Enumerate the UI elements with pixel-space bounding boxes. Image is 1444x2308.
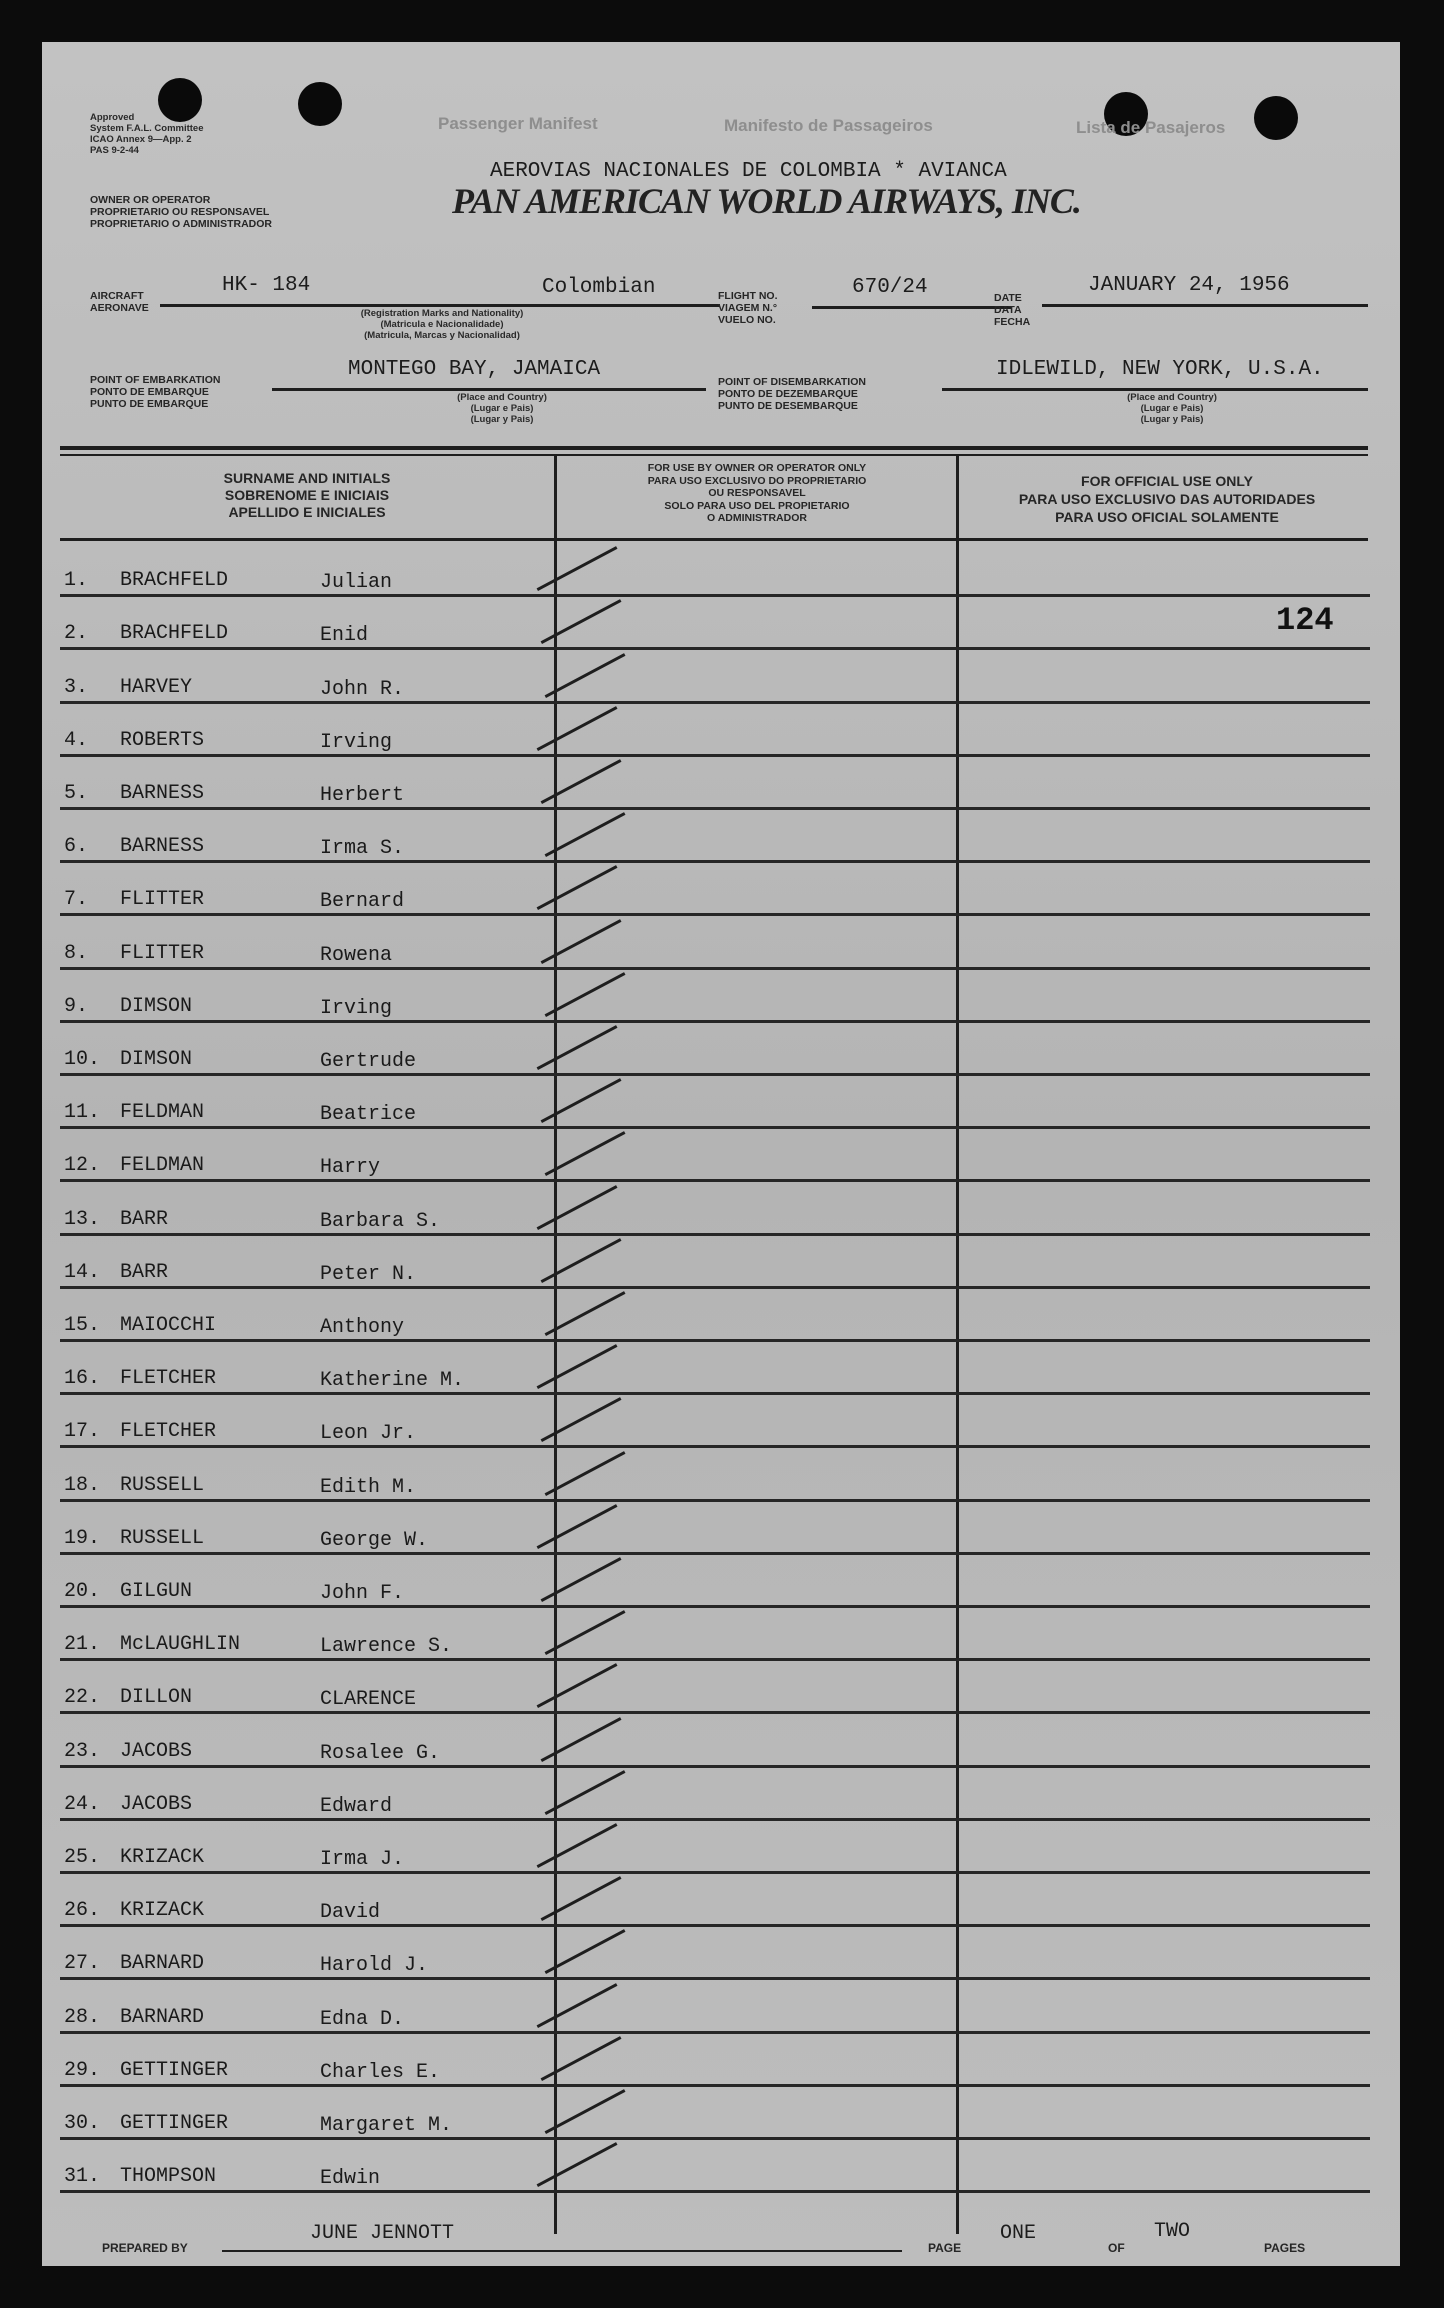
check-mark-icon xyxy=(545,1610,626,1655)
check-mark-icon xyxy=(537,2142,618,2187)
registration-sublabel-line: (Matricula e Nacionalidade) xyxy=(380,319,504,330)
passenger-surname: GETTINGER xyxy=(120,2058,229,2082)
check-mark-icon xyxy=(545,1770,626,1815)
passenger-given-name: Edward xyxy=(320,1794,393,1818)
passenger-given-name: David xyxy=(320,1901,381,1925)
column-header-line: SOLO PARA USO DEL PROPIETARIO xyxy=(664,499,850,512)
aircraft-label-line: AERONAVE xyxy=(90,302,149,314)
column-header-line: SURNAME AND INITIALS xyxy=(223,470,391,486)
official-mark: 124 xyxy=(1276,602,1334,639)
table-row xyxy=(42,2087,1400,2140)
passenger-number: 2. xyxy=(64,622,89,646)
passenger-list xyxy=(42,544,1400,2244)
check-mark-icon xyxy=(537,1504,618,1549)
passenger-number: 9. xyxy=(64,994,89,1018)
check-mark-icon xyxy=(541,1078,622,1123)
passenger-surname: BRACHFELD xyxy=(120,569,229,593)
row-rule xyxy=(60,2190,1370,2193)
passenger-surname: FELDMAN xyxy=(120,1101,205,1125)
prepared-by-label: PREPARED BY xyxy=(102,2241,188,2255)
passenger-number: 22. xyxy=(64,1686,101,1710)
place-sublabel-line: (Place and Country) xyxy=(1127,392,1217,403)
passenger-number: 26. xyxy=(64,1899,101,1923)
owner-label-line: PROPRIETARIO O ADMINISTRADOR xyxy=(90,218,273,230)
punch-hole xyxy=(1254,96,1298,140)
check-mark-icon xyxy=(537,546,618,591)
passenger-given-name: John R. xyxy=(320,677,405,701)
passenger-given-name: CLARENCE xyxy=(320,1688,417,1712)
table-row xyxy=(42,704,1400,757)
check-mark-icon xyxy=(541,759,622,804)
passenger-surname: JACOBS xyxy=(120,1739,193,1763)
check-mark-icon xyxy=(537,1823,618,1868)
passenger-surname: DIMSON xyxy=(120,994,193,1018)
title-es: Lista de Pasajeros xyxy=(1076,118,1226,137)
column-header-line: PARA USO EXCLUSIVO DO PROPRIETARIO xyxy=(647,474,867,487)
passenger-given-name: Rosalee G. xyxy=(320,1741,441,1765)
passenger-given-name: Irma J. xyxy=(320,1847,405,1871)
check-mark-icon xyxy=(545,972,626,1017)
check-mark-icon xyxy=(541,1876,622,1921)
table-top-rule-2 xyxy=(60,454,1368,456)
table-row xyxy=(42,1236,1400,1289)
registration-sublabel-line: (Matricula, Marcas y Nacionalidad) xyxy=(364,330,520,341)
passenger-number: 10. xyxy=(64,1047,101,1071)
passenger-number: 3. xyxy=(64,675,89,699)
passenger-given-name: Anthony xyxy=(320,1315,405,1339)
table-row xyxy=(42,1555,1400,1608)
registration-sublabel-line: (Registration Marks and Nationality) xyxy=(360,308,524,319)
table-row xyxy=(42,970,1400,1023)
check-mark-icon xyxy=(541,599,622,644)
table-row xyxy=(42,863,1400,916)
passenger-given-name: Julian xyxy=(320,571,393,595)
passenger-surname: KRIZACK xyxy=(120,1899,205,1923)
table-row xyxy=(42,544,1400,597)
check-mark-icon xyxy=(541,919,622,964)
table-row xyxy=(42,1023,1400,1076)
aircraft-label xyxy=(90,290,149,314)
passenger-given-name: John F. xyxy=(320,1581,405,1605)
passenger-number: 25. xyxy=(64,1845,101,1869)
punch-hole xyxy=(298,82,342,126)
check-mark-icon xyxy=(545,653,626,698)
passenger-given-name: Edwin xyxy=(320,2167,381,2191)
date-label-line: FECHA xyxy=(994,316,1031,328)
passenger-number: 28. xyxy=(64,2005,101,2029)
passenger-surname: FLITTER xyxy=(120,941,205,965)
table-row xyxy=(42,1342,1400,1395)
date-label xyxy=(994,292,1030,328)
passenger-given-name: Edith M. xyxy=(320,1475,417,1499)
check-mark-icon xyxy=(541,2036,622,2081)
passenger-surname: BARNESS xyxy=(120,781,205,805)
check-mark-icon xyxy=(537,1344,618,1389)
check-mark-icon xyxy=(545,1451,626,1496)
check-mark-icon xyxy=(545,1929,626,1974)
embark-place-sublabel xyxy=(402,392,602,425)
passenger-number: 27. xyxy=(64,1952,101,1976)
owner-label-line: OWNER OR OPERATOR xyxy=(90,194,211,206)
aircraft-registration: HK- 184 xyxy=(222,274,311,297)
table-row xyxy=(42,1502,1400,1555)
column-header-surname xyxy=(122,470,492,521)
date-rule xyxy=(1042,304,1368,307)
column-header-line: PARA USO EXCLUSIVO DAS AUTORIDADES xyxy=(1018,491,1316,507)
header-bottom-rule xyxy=(60,538,1368,541)
passenger-number: 30. xyxy=(64,2111,101,2135)
check-mark-icon xyxy=(541,1238,622,1283)
table-row xyxy=(42,1129,1400,1182)
column-header-line: PARA USO OFICIAL SOLAMENTE xyxy=(1055,509,1279,525)
passenger-given-name: Irving xyxy=(320,730,393,754)
passenger-surname: FLETCHER xyxy=(120,1420,217,1444)
table-row xyxy=(42,1661,1400,1714)
column-header-line: FOR OFFICIAL USE ONLY xyxy=(1081,473,1253,489)
embark-label-line: PONTO DE EMBARQUE xyxy=(90,386,209,398)
passenger-number: 19. xyxy=(64,1526,101,1550)
table-row xyxy=(42,1927,1400,1980)
date-label-line: DATE xyxy=(994,292,1022,304)
passenger-given-name: Peter N. xyxy=(320,1262,417,1286)
passenger-number: 20. xyxy=(64,1579,101,1603)
passenger-surname: BARNARD xyxy=(120,1952,205,1976)
disembark-label xyxy=(718,376,866,412)
date-label-line: DATA xyxy=(994,304,1022,316)
operator-name: AEROVIAS NACIONALES DE COLOMBIA * AVIANCA xyxy=(490,160,1007,183)
passenger-given-name: Enid xyxy=(320,624,369,648)
check-mark-icon xyxy=(545,2089,626,2134)
approval-line: ICAO Annex 9—App. 2 xyxy=(90,134,192,145)
table-row xyxy=(42,597,1400,650)
passenger-number: 29. xyxy=(64,2058,101,2082)
passenger-number: 12. xyxy=(64,1154,101,1178)
column-header-operator xyxy=(582,462,932,525)
embark-label-line: PUNTO DE EMBARQUE xyxy=(90,398,209,410)
approval-line: System F.A.L. Committee xyxy=(90,123,204,134)
table-row xyxy=(42,810,1400,863)
check-mark-icon xyxy=(545,1131,626,1176)
check-mark-icon xyxy=(537,1185,618,1230)
check-mark-icon xyxy=(537,1983,618,2028)
table-row xyxy=(42,1076,1400,1129)
passenger-number: 8. xyxy=(64,941,89,965)
passenger-number: 18. xyxy=(64,1473,101,1497)
disembark-place-sublabel xyxy=(1072,392,1272,425)
passenger-number: 14. xyxy=(64,1260,101,1284)
passenger-surname: FLETCHER xyxy=(120,1367,217,1391)
passenger-surname: GETTINGER xyxy=(120,2111,229,2135)
passenger-number: 24. xyxy=(64,1792,101,1816)
embark-label xyxy=(90,374,220,410)
passenger-surname: McLAUGHLIN xyxy=(120,1633,241,1657)
passenger-given-name: Bernard xyxy=(320,890,405,914)
flight-label-line: VIAGEM N.° xyxy=(718,302,778,314)
passenger-given-name: Herbert xyxy=(320,783,405,807)
passenger-given-name: Beatrice xyxy=(320,1103,417,1127)
page-label: PAGE xyxy=(928,2241,962,2255)
check-mark-icon xyxy=(537,865,618,910)
passenger-surname: ROBERTS xyxy=(120,728,205,752)
passenger-given-name: George W. xyxy=(320,1528,429,1552)
table-row xyxy=(42,1289,1400,1342)
column-header-official xyxy=(972,472,1362,526)
passenger-surname: KRIZACK xyxy=(120,1845,205,1869)
owner-label-line: PROPRIETARIO OU RESPONSAVEL xyxy=(90,206,270,218)
place-sublabel-line: (Lugar y Pais) xyxy=(1140,414,1204,425)
passenger-given-name: Charles E. xyxy=(320,2060,441,2084)
aircraft-nationality: Colombian xyxy=(542,276,656,299)
check-mark-icon xyxy=(545,1291,626,1336)
passenger-number: 7. xyxy=(64,888,89,912)
prepared-by-name: JUNE JENNOTT xyxy=(310,2222,455,2245)
passenger-surname: MAIOCCHI xyxy=(120,1313,217,1337)
passenger-surname: BARR xyxy=(120,1207,169,1231)
passenger-given-name: Irma S. xyxy=(320,837,405,861)
passenger-number: 15. xyxy=(64,1313,101,1337)
passenger-given-name: Harold J. xyxy=(320,1954,429,1978)
column-header-line: FOR USE BY OWNER OR OPERATOR ONLY xyxy=(647,462,867,474)
table-row xyxy=(42,1448,1400,1501)
approval-line: PAS 9-2-44 xyxy=(90,145,139,156)
table-row xyxy=(42,1821,1400,1874)
passenger-given-name: Gertrude xyxy=(320,1049,417,1073)
disembarkation-point: IDLEWILD, NEW YORK, U.S.A. xyxy=(996,358,1324,381)
passenger-number: 13. xyxy=(64,1207,101,1231)
table-row xyxy=(42,1768,1400,1821)
passenger-surname: DILLON xyxy=(120,1686,193,1710)
column-header-line: APELLIDO E INICIALES xyxy=(228,504,386,520)
flight-date: JANUARY 24, 1956 xyxy=(1088,274,1290,297)
embarkation-point: MONTEGO BAY, JAMAICA xyxy=(348,358,601,381)
approval-block xyxy=(90,112,204,156)
table-row xyxy=(42,1608,1400,1661)
disembark-label-line: PONTO DE DEZEMBARQUE xyxy=(718,388,858,400)
column-header-line: OU RESPONSAVEL xyxy=(708,487,806,499)
aircraft-rule xyxy=(160,304,720,307)
passenger-surname: BARR xyxy=(120,1260,169,1284)
check-mark-icon xyxy=(541,1397,622,1442)
flight-label-line: VUELO NO. xyxy=(718,314,776,326)
owner-label xyxy=(90,194,272,230)
embark-rule xyxy=(272,388,706,391)
table-top-rule xyxy=(60,446,1368,450)
operator-brand: PAN AMERICAN WORLD AIRWAYS, INC. xyxy=(452,181,1081,221)
passenger-number: 5. xyxy=(64,781,89,805)
passenger-surname: DIMSON xyxy=(120,1047,193,1071)
table-row xyxy=(42,1182,1400,1235)
passenger-surname: BARNESS xyxy=(120,835,205,859)
column-header-line: SOBRENOME E INICIAIS xyxy=(224,487,390,503)
flight-label-line: FLIGHT NO. xyxy=(718,290,778,302)
table-row xyxy=(42,916,1400,969)
passenger-given-name: Harry xyxy=(320,1156,381,1180)
passenger-number: 31. xyxy=(64,2165,101,2189)
check-mark-icon xyxy=(537,1663,618,1708)
passenger-given-name: Margaret M. xyxy=(320,2113,453,2137)
aircraft-label-line: AIRCRAFT xyxy=(90,290,144,302)
disembark-label-line: PUNTO DE DESEMBARQUE xyxy=(718,400,858,412)
pages-label: PAGES xyxy=(1264,2241,1306,2255)
table-row xyxy=(42,1874,1400,1927)
passenger-surname: RUSSELL xyxy=(120,1473,205,1497)
passenger-number: 11. xyxy=(64,1101,101,1125)
prepared-by-rule xyxy=(222,2250,902,2252)
passenger-surname: BRACHFELD xyxy=(120,622,229,646)
table-row xyxy=(42,1980,1400,2033)
passenger-number: 16. xyxy=(64,1367,101,1391)
title-pt: Manifesto de Passageiros xyxy=(724,116,933,135)
check-mark-icon xyxy=(545,812,626,857)
passenger-number: 4. xyxy=(64,728,89,752)
approval-line: Approved xyxy=(90,112,135,123)
table-row xyxy=(42,1395,1400,1448)
passenger-given-name: Katherine M. xyxy=(320,1369,465,1393)
place-sublabel-line: (Lugar e Pais) xyxy=(1140,403,1204,414)
manifest-sheet xyxy=(42,42,1400,2266)
of-label: OF xyxy=(1108,2241,1125,2255)
passenger-given-name: Rowena xyxy=(320,943,393,967)
flight-label xyxy=(718,290,778,326)
passenger-number: 17. xyxy=(64,1420,101,1444)
passenger-number: 6. xyxy=(64,835,89,859)
table-row xyxy=(42,2034,1400,2087)
passenger-surname: BARNARD xyxy=(120,2005,205,2029)
disembark-label-line: POINT OF DISEMBARKATION xyxy=(718,376,866,388)
passenger-number: 1. xyxy=(64,569,89,593)
embark-label-line: POINT OF EMBARKATION xyxy=(90,374,221,386)
column-header-line: O ADMINISTRADOR xyxy=(707,512,807,524)
passenger-number: 21. xyxy=(64,1633,101,1657)
table-row xyxy=(42,2140,1400,2193)
page-number: ONE xyxy=(1000,2222,1037,2245)
passenger-given-name: Lawrence S. xyxy=(320,1635,453,1659)
passenger-number: 23. xyxy=(64,1739,101,1763)
passenger-given-name: Barbara S. xyxy=(320,1209,441,1233)
flight-number: 670/24 xyxy=(852,276,928,299)
passenger-surname: HARVEY xyxy=(120,675,193,699)
check-mark-icon xyxy=(541,1717,622,1762)
check-mark-icon xyxy=(537,706,618,751)
passenger-given-name: Leon Jr. xyxy=(320,1422,417,1446)
passenger-surname: FELDMAN xyxy=(120,1154,205,1178)
passenger-surname: GILGUN xyxy=(120,1579,193,1603)
place-sublabel-line: (Place and Country) xyxy=(457,392,547,403)
flight-rule xyxy=(812,306,1012,309)
passenger-surname: JACOBS xyxy=(120,1792,193,1816)
title-en: Passenger Manifest xyxy=(438,114,598,133)
passenger-surname: THOMPSON xyxy=(120,2165,217,2189)
registration-sublabel xyxy=(272,308,612,341)
table-row xyxy=(42,1714,1400,1767)
check-mark-icon xyxy=(537,1025,618,1070)
table-row xyxy=(42,650,1400,703)
place-sublabel-line: (Lugar y Pais) xyxy=(470,414,534,425)
table-row xyxy=(42,757,1400,810)
disembark-rule xyxy=(942,388,1368,391)
check-mark-icon xyxy=(541,1557,622,1602)
passenger-given-name: Irving xyxy=(320,996,393,1020)
page-total: TWO xyxy=(1154,2220,1191,2243)
passenger-given-name: Edna D. xyxy=(320,2007,405,2031)
passenger-surname: RUSSELL xyxy=(120,1526,205,1550)
passenger-surname: FLITTER xyxy=(120,888,205,912)
place-sublabel-line: (Lugar e Pais) xyxy=(470,403,534,414)
